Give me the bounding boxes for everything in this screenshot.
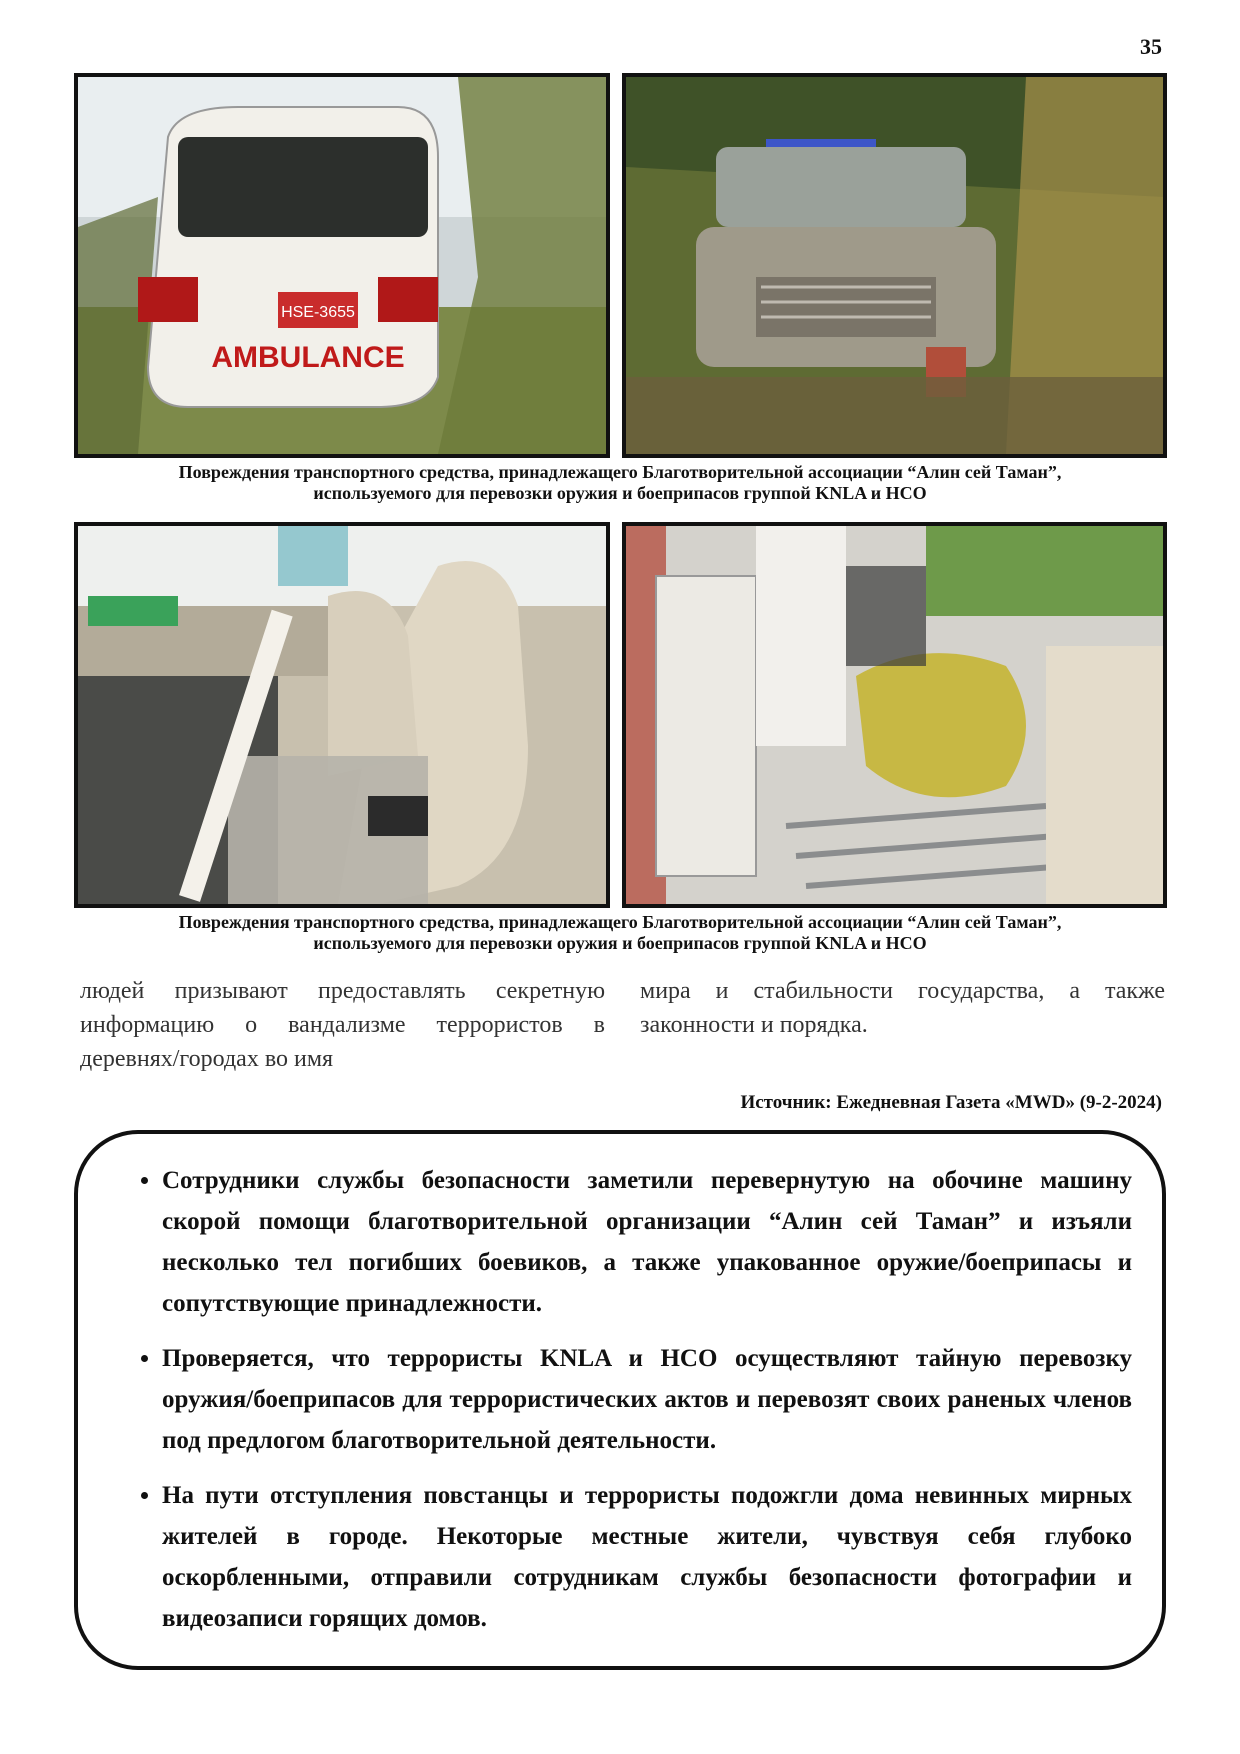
bullet-item: • Проверяется, что террористы KNLA и НСО осуществляют тайную перевозку оружия/боеприпасов для террористических актов и перевозят своих раненых членов под предлогом благотворительной деятельности. (162, 1338, 1132, 1461)
body-text-left: людей призывают предоставлять секретную информацию о вандализме террористов в деревнях/городах во имя (80, 978, 605, 1072)
caption-line: используемого для перевозки оружия и боеприпасов группой KNLA и НСО (313, 933, 927, 953)
bullet-item: • На пути отступления повстанцы и террористы подожгли дома невинных мирных жителей в городе. Некоторые местные жители, чувствуя себя глубоко оскорбленными, отправили сотрудникам службы безопасности фотографии и видеозаписи горящих домов. (162, 1475, 1132, 1639)
damaged-interior-photo (74, 522, 610, 908)
ambulance-label: AMBULANCE (211, 341, 405, 374)
source-line: Источник: Ежедневная Газета «MWD» (9-2-2024) (740, 1092, 1162, 1113)
bullet-list (134, 1160, 1132, 1639)
wrecked-vehicle-front-photo (622, 73, 1167, 458)
ambulance-rear-photo (74, 73, 610, 458)
body-text-right: мира и стабильности государства, а также законности и порядка. (640, 978, 1165, 1038)
caption-line: Повреждения транспортного средства, принадлежащего Благотворительной ассоциации “Алин сей Таман”, (178, 912, 1062, 932)
photo-caption-top (60, 462, 1180, 504)
license-plate: HSE-3655 (281, 304, 355, 321)
cargo-area-photo (622, 522, 1167, 908)
page-number: 35 (1140, 34, 1162, 59)
caption-line: используемого для перевозки оружия и боеприпасов группой KNLA и НСО (313, 483, 927, 503)
caption-line: Повреждения транспортного средства, принадлежащего Благотворительной ассоциации “Алин сей Таман”, (178, 462, 1062, 482)
photo-caption-bottom (60, 912, 1180, 954)
summary-box (74, 1130, 1166, 1670)
bullet-item: • Сотрудники службы безопасности заметили перевернутую на обочине машину скорой помощи благотворительной организации “Алин сей Таман” и изъяли несколько тел погибших боевиков, а также упакованное оружие/боеприпасы и сопутствующие принадлежности. (162, 1160, 1132, 1324)
